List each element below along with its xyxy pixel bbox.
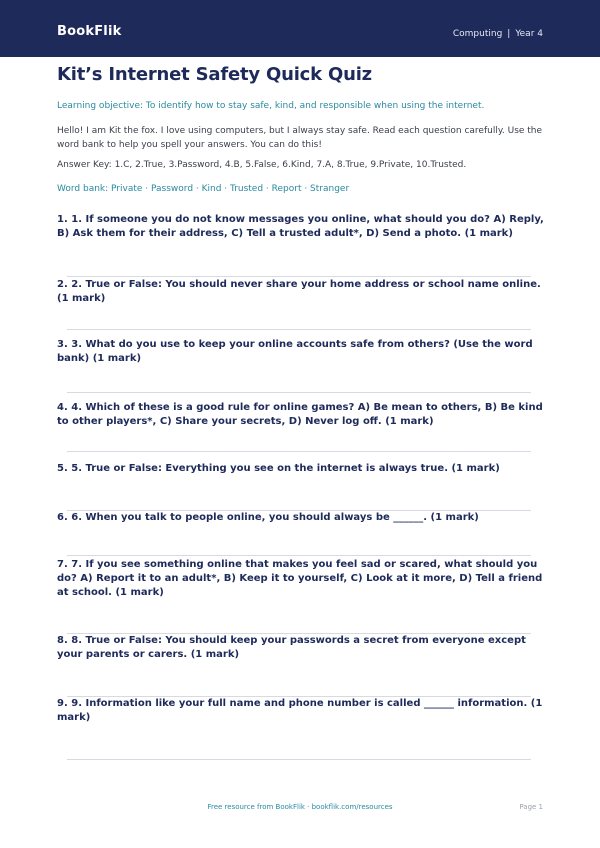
worksheet-title: Kit’s Internet Safety Quick Quiz (57, 64, 372, 85)
question-5: 5. 5. True or False: Everything you see on the internet is always true. (1 mark) (57, 463, 500, 474)
answer-line-4[interactable] (67, 451, 531, 452)
answer-line-9[interactable] (67, 759, 531, 760)
question-2: 2. 2. True or False: You should never share your home address or school name online. (1 mark) (57, 279, 541, 304)
subject-year-meta (453, 29, 543, 39)
question-9: 9. 9. Information like your full name and phone number is called ______ information. (1 mark) (57, 698, 543, 723)
word-bank: Word bank: Private · Password · Kind · Trusted · Report · Stranger (57, 184, 350, 194)
question-4: 4. 4. Which of these is a good rule for online games? A) Be mean to others, B) Be kind to other players*, C) Share your secrets, D) Never log off. (1 mark) (57, 402, 543, 427)
question-1: 1. 1. If someone you do not know messages you online, what should you do? A) Reply, B) Ask them for their address, C) Tell a trusted adult*, D) Send a photo. (1 mark) (57, 214, 544, 239)
question-6: 6. 6. When you talk to people online, you should always be ______. (1 mark) (57, 512, 479, 523)
question-3: 3. 3. What do you use to keep your online accounts safe from others? (Use the word bank) (1 mark) (57, 339, 533, 364)
header-bar (0, 0, 600, 57)
subject-label: Computing (452, 29, 503, 39)
footer-link[interactable]: Free resource from BookFlik · bookflik.com/resources (207, 803, 393, 811)
answer-key: Answer Key: 1.C, 2.True, 3.Password, 4.B, 5.False, 6.Kind, 7.A, 8.True, 9.Private, 10.Trusted. (57, 160, 467, 170)
page-number: Page 1 (519, 803, 543, 811)
intro-text: Hello! I am Kit the fox. I love using computers, but I always stay safe. Read each question carefully. Use the word bank to help you spell your answers. You can do this! (57, 126, 543, 150)
learning-objective: Learning objective: To identify how to stay safe, kind, and responsible when using the internet. (57, 101, 485, 111)
answer-line-1[interactable] (67, 276, 531, 277)
meta-separator: | (507, 29, 511, 39)
year-label: Year 4 (515, 29, 543, 39)
answer-line-6[interactable] (67, 555, 531, 556)
question-7: 7. 7. If you see something online that makes you feel sad or scared, what should you do? A) Report it to an adult*, B) Keep it to yourself, C) Look at it more, D) Tell a friend at school. (1 mark) (57, 559, 543, 598)
brand-logo-text[interactable]: BookFlik (57, 24, 122, 39)
answer-line-2[interactable] (67, 329, 531, 330)
question-8: 8. 8. True or False: You should keep your passwords a secret from everyone except your parents or carers. (1 mark) (57, 635, 526, 660)
answer-line-3[interactable] (67, 392, 531, 393)
